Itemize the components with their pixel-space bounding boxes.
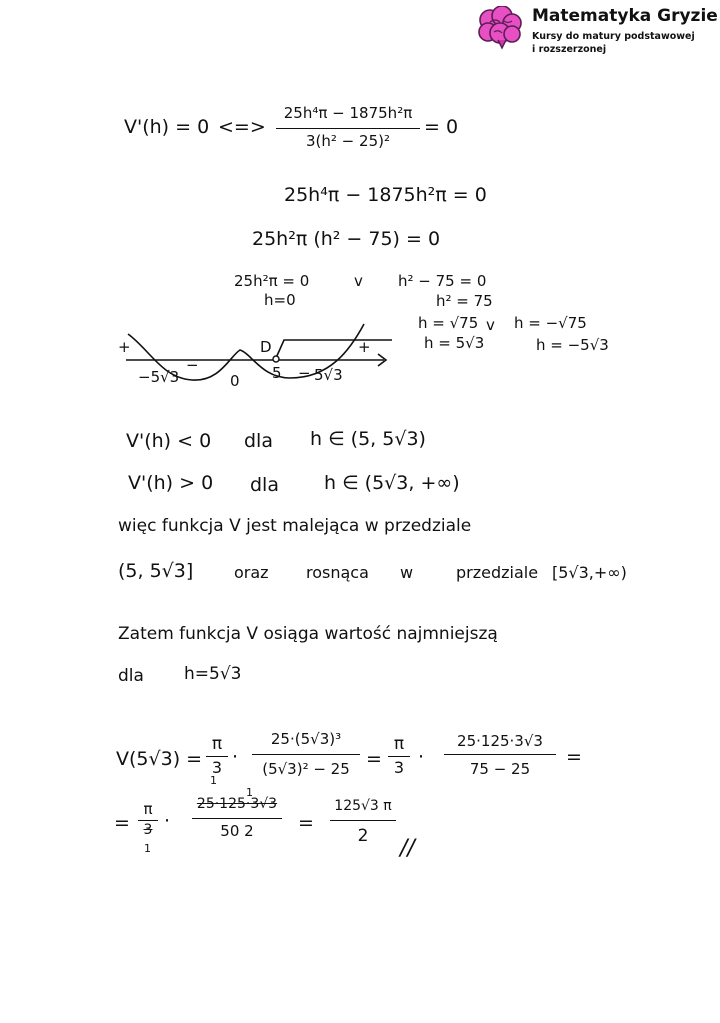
x-label-zero: 0 <box>230 372 240 390</box>
calc-pi-over-3-c <box>138 800 158 844</box>
axis-arrow-icon <box>378 354 386 366</box>
brand-header <box>476 4 716 64</box>
calc-cancel-one-a: 1 <box>210 774 217 787</box>
conclusion-1-oraz: oraz <box>234 563 269 582</box>
case-b-negative-simplified: h = −5√3 <box>536 336 609 354</box>
calc-equals-tail: = <box>566 746 582 768</box>
conclusion-1-interval-b: [5√3,+∞) <box>552 563 627 582</box>
conclusion-1-line-1: więc funkcja V jest malejąca w przedziale <box>118 516 472 536</box>
case-b-positive-root: h = √75 <box>418 314 479 332</box>
derivative-fraction <box>276 104 420 156</box>
increasing-interval: h ∈ (5√3, +∞) <box>324 472 460 494</box>
fraction-bar <box>444 754 556 755</box>
decreasing-dla: dla <box>244 430 273 452</box>
calc-lhs: V(5√3) = <box>116 748 203 770</box>
brand-tagline-line-1: Kursy do matury podstawowej <box>532 31 695 42</box>
case-a-line-1: 25h²π = 0 <box>234 272 310 290</box>
domain-label: D <box>260 338 272 356</box>
case-b-line-1: h² − 75 = 0 <box>398 272 487 290</box>
fraction-bar <box>330 820 396 821</box>
brand-tagline-line-2: i rozszerzonej <box>532 44 607 55</box>
case-b-positive-simplified: h = 5√3 <box>424 334 485 352</box>
derivative-numerator: 25h⁴π − 1875h²π <box>283 104 413 122</box>
calc-dot-c: · <box>164 810 171 832</box>
derivative-zero-rhs: = 0 <box>424 116 459 138</box>
open-point-icon <box>273 356 279 362</box>
derivative-zero-lhs: V'(h) = 0 <box>124 116 210 138</box>
x-label-five: 5 <box>272 364 282 382</box>
fraction-bar <box>276 128 420 129</box>
x-label-neg-5-sqrt3: −5√3 <box>138 368 180 386</box>
fraction-bar <box>388 756 410 757</box>
calc-fraction-2-denominator: 75 − 25 <box>469 760 531 778</box>
calc-cancel-one-b: 1 <box>144 842 151 855</box>
conclusion-2-value: h=5√3 <box>184 664 242 684</box>
brand-name: Matematyka Gryzie <box>532 6 718 26</box>
calc-dot-a: · <box>232 746 239 768</box>
case-b-negative-root: h = −√75 <box>514 314 587 332</box>
calc-three-cancelled: 3 <box>143 822 153 838</box>
equation-2: 25h²π (h² − 75) = 0 <box>252 228 441 250</box>
fraction-bar <box>206 756 228 757</box>
end-mark: // <box>400 836 415 861</box>
brain-logo-icon <box>476 6 524 50</box>
sign-left: + <box>118 338 131 356</box>
conclusion-2-line-1: Zatem funkcja V osiąga wartość najmniejszą <box>118 624 498 644</box>
calc-equals-start: = <box>114 812 130 834</box>
calc-fraction-1-numerator: 25·(5√3)³ <box>270 730 342 748</box>
calc-pi-numerator-a: π <box>211 734 223 754</box>
fraction-bar <box>252 754 360 755</box>
increasing-condition: V'(h) > 0 <box>128 472 214 494</box>
case-b-line-2: h² = 75 <box>436 292 493 310</box>
sign-right: + <box>358 338 371 356</box>
calc-fraction-3-numerator: 25·125·3√3 <box>196 796 278 812</box>
brand-tagline <box>532 30 695 56</box>
calc-equals-1: = <box>366 748 382 770</box>
calc-fraction-1 <box>252 730 360 786</box>
calc-cancel-one-c: 1 <box>246 786 253 799</box>
fraction-bar <box>138 820 158 821</box>
calc-fraction-1-denominator: (5√3)² − 25 <box>262 760 350 778</box>
conclusion-1-przedziale: przedziale <box>456 563 539 582</box>
conclusion-1-w: w <box>400 563 414 582</box>
calc-three-denominator-b: 3 <box>393 758 405 777</box>
calc-result-denominator: 2 <box>357 826 369 846</box>
calc-fraction-2-numerator: 25·125·3√3 <box>457 732 543 750</box>
increasing-dla: dla <box>250 474 279 496</box>
case-a-line-2: h=0 <box>264 291 296 309</box>
calc-result <box>330 798 396 848</box>
calc-pi-over-3-b <box>388 734 410 784</box>
domain-bracket <box>276 340 392 358</box>
calc-result-numerator: 125√3 π <box>334 798 392 814</box>
decreasing-condition: V'(h) < 0 <box>126 430 212 452</box>
equation-1: 25h⁴π − 1875h²π = 0 <box>284 184 487 206</box>
sign-right-inner: − <box>298 364 311 382</box>
conclusion-2-dla: dla <box>118 666 144 686</box>
or-symbol: v <box>354 272 363 290</box>
calc-fraction-2 <box>444 732 556 784</box>
conclusion-1-interval-a: (5, 5√3] <box>118 560 194 582</box>
calc-three-denominator-a: 3 <box>211 758 223 777</box>
x-label-5-sqrt3: 5√3 <box>314 366 343 384</box>
derivative-denominator: 3(h² − 25)² <box>306 132 390 150</box>
calc-pi-numerator-b: π <box>393 734 405 754</box>
decreasing-interval: h ∈ (5, 5√3) <box>310 428 426 450</box>
calc-fraction-3-denominator: 50 2 <box>220 822 254 840</box>
calc-equals-final: = <box>298 812 314 834</box>
sign-middle: − <box>186 356 199 374</box>
or-symbol-2: v <box>486 316 495 334</box>
equivalence-arrow: <=> <box>218 116 266 138</box>
fraction-bar <box>192 818 282 819</box>
calc-pi-numerator-c: π <box>143 800 153 818</box>
calc-dot-b: · <box>418 746 425 768</box>
conclusion-1-rosnaca: rosnąca <box>306 563 369 582</box>
calc-fraction-3 <box>192 796 282 846</box>
